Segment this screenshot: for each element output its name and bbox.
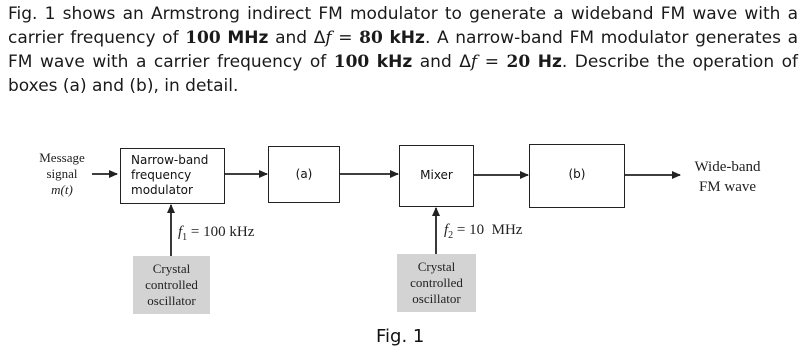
f1-subscript: 1 (182, 232, 188, 243)
mixer-label: Mixer (420, 168, 453, 182)
deviation-value: 80 (359, 28, 383, 48)
f2-label (444, 222, 522, 241)
question-part: . A narrow-band FM modulator generates a FM wave with a carrier frequency of (8, 28, 799, 72)
carrier-value: 100 (185, 28, 221, 48)
f2-value: = 10 MHz (456, 222, 523, 238)
box-a-label: (a) (295, 167, 313, 181)
f1-label (178, 224, 254, 243)
figure-caption: Fig. 1 (376, 326, 425, 347)
nbfm-line: modulator (131, 183, 193, 197)
nbfm-line: frequency (131, 168, 192, 182)
question-part: = (477, 52, 507, 72)
deviation-unit: kHz (389, 28, 425, 48)
nb-deviation-unit: Hz (537, 52, 562, 72)
question-part: and Δ (268, 28, 326, 48)
question-part: and Δ (412, 52, 471, 72)
nb-carrier-unit: kHz (376, 52, 413, 72)
input-label (30, 150, 94, 198)
f2-symbol: f (444, 222, 449, 238)
question-part: = (331, 28, 360, 48)
carrier-unit: MHz (227, 28, 269, 48)
nb-carrier-value: 100 (333, 52, 370, 72)
nb-deviation-value: 20 (506, 52, 531, 72)
f-symbol: f (470, 52, 478, 72)
output-label (680, 157, 775, 197)
crystal-oscillator-1 (133, 256, 210, 314)
f2-subscript: 2 (448, 230, 454, 241)
input-label-message: Message (39, 150, 85, 165)
output-line: FM wave (698, 179, 757, 195)
f1-symbol: f (178, 224, 183, 240)
output-line: Wide-band (694, 159, 761, 175)
osc2-line: controlled (410, 275, 463, 290)
f1-value: = 100 kHz (190, 224, 255, 240)
narrowband-fm-modulator-label (131, 153, 208, 198)
osc2-line: oscillator (412, 291, 461, 306)
f-symbol: f (325, 28, 332, 48)
osc2-line: Crystal (417, 259, 456, 274)
osc1-line: oscillator (147, 293, 196, 308)
input-label-signal: signal (46, 166, 78, 181)
nbfm-line: Narrow-band (131, 153, 209, 167)
osc1-line: controlled (145, 277, 198, 292)
question-part: . Describe the operation of boxes (a) and (b), in detail. (8, 52, 799, 96)
box-b-label: (b) (568, 167, 586, 181)
question-part: Fig. 1 shows an Armstrong indirect FM modulator to generate a wideband FM wave with a carrier frequency of (8, 4, 798, 48)
crystal-oscillator-2 (397, 254, 476, 312)
osc1-line: Crystal (152, 261, 191, 276)
input-label-mt: m(t) (51, 182, 73, 197)
